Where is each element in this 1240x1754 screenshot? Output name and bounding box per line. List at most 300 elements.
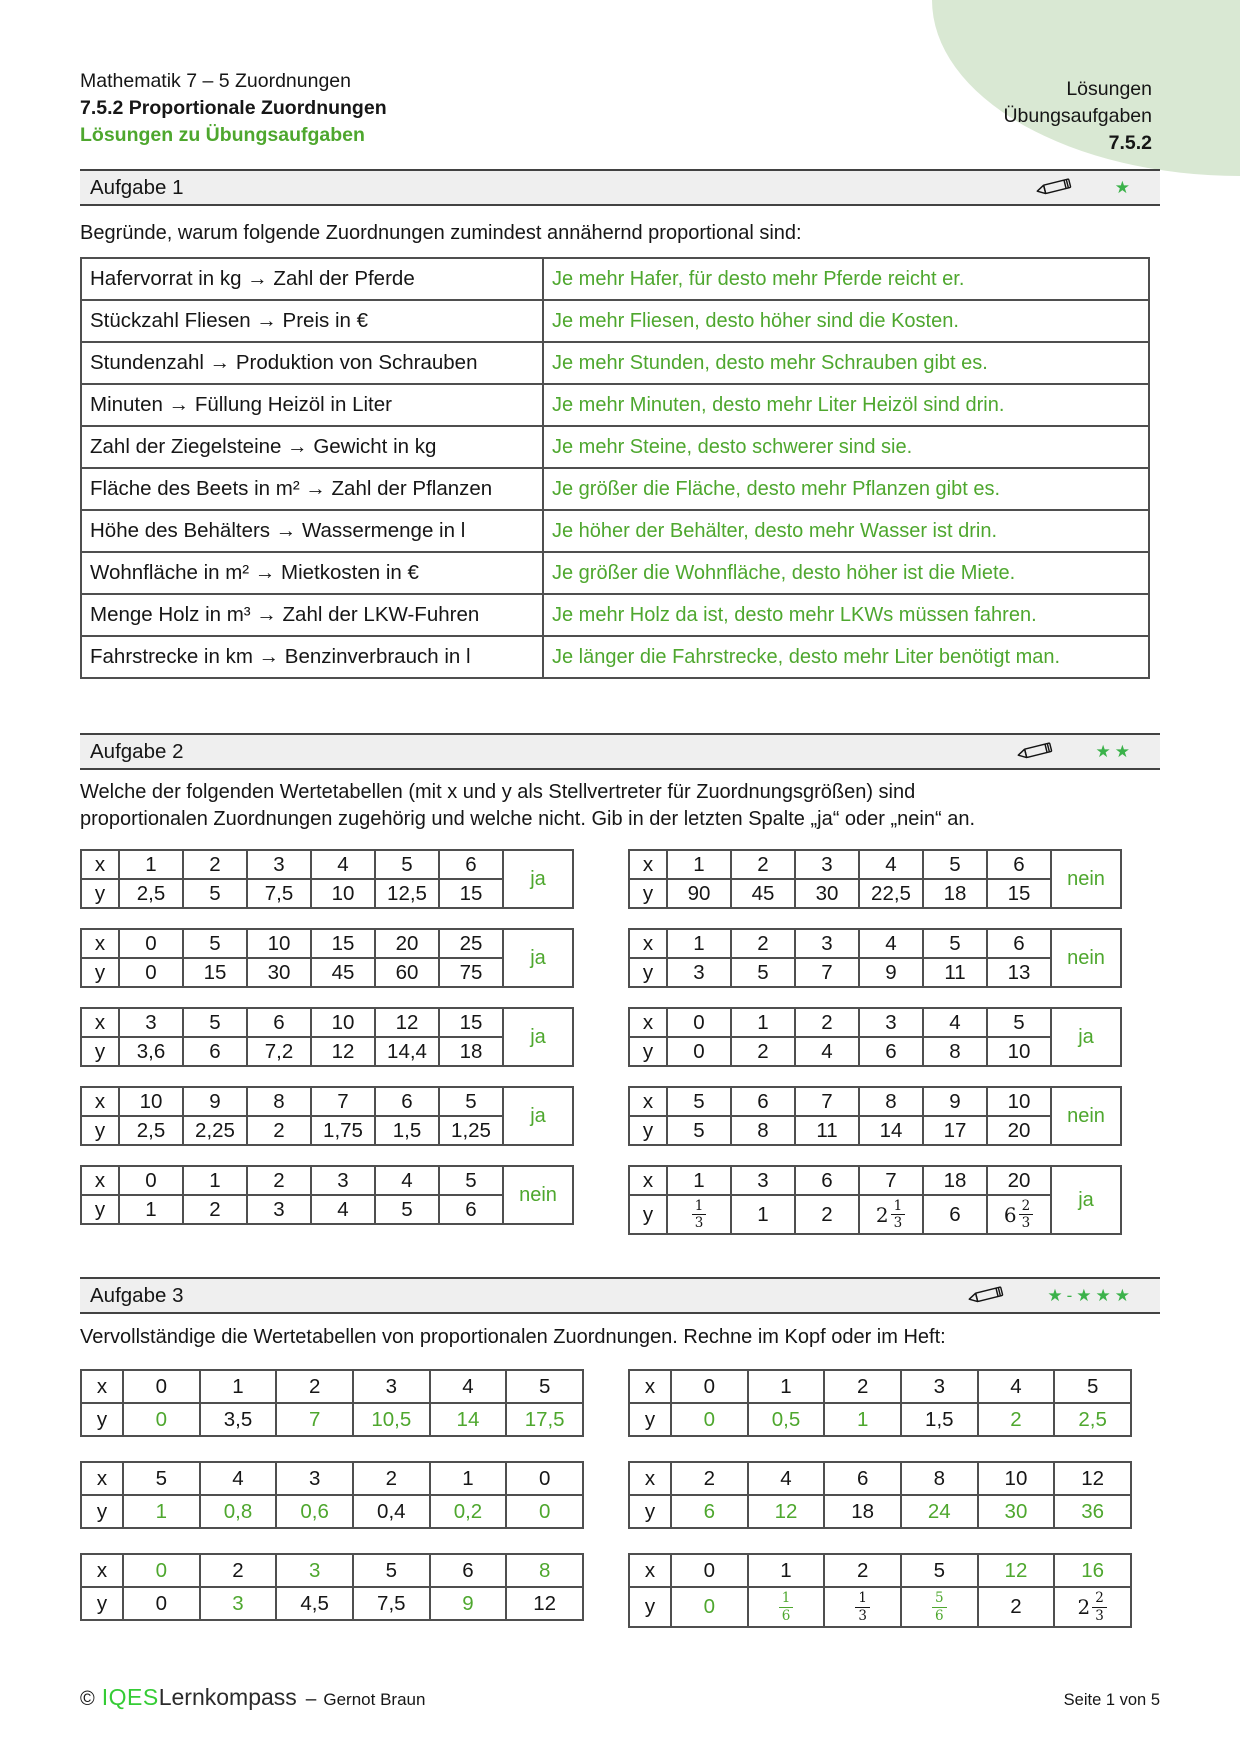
value-cell: 10: [987, 1087, 1051, 1116]
header-doc-type: Lösungen: [1066, 78, 1152, 100]
value-table-row: [81, 1116, 573, 1145]
task1-row: [81, 426, 1149, 468]
value-table-slot: [80, 1007, 585, 1067]
value-cell: 20: [987, 1116, 1051, 1145]
value-cell: 11: [923, 958, 987, 987]
value-cell: 5: [667, 1087, 731, 1116]
value-cell: 5: [353, 1554, 430, 1587]
value-table-slot: [628, 1369, 1133, 1437]
row-label: x: [629, 1166, 667, 1195]
value-cell: 14: [859, 1116, 923, 1145]
row-label: y: [629, 879, 667, 908]
value-cell: 4,5: [276, 1587, 353, 1620]
value-table: [628, 1461, 1132, 1529]
task1-row: [81, 468, 1149, 510]
value-cell: 5: [1054, 1370, 1131, 1403]
value-table-row: [81, 1008, 573, 1037]
value-table: [628, 1165, 1122, 1235]
value-cell: 6: [987, 929, 1051, 958]
row-label: y: [629, 1037, 667, 1066]
value-cell: 2: [824, 1554, 901, 1587]
justification-text: Je länger die Fahrstrecke, desto mehr Liter benötigt man.: [543, 636, 1149, 678]
value-cell: 0: [123, 1403, 200, 1436]
row-label: x: [629, 1554, 671, 1587]
value-cell: 5: [923, 929, 987, 958]
row-label: x: [81, 850, 119, 879]
fraction: $\frac{5}{6}$: [932, 1591, 947, 1622]
row-label: x: [629, 929, 667, 958]
value-cell: [901, 1587, 978, 1626]
value-table-row: [81, 958, 573, 987]
value-cell: 15: [439, 1008, 503, 1037]
value-cell: 2: [731, 850, 795, 879]
pencil-icon: [1016, 739, 1058, 764]
value-table: [628, 849, 1122, 909]
task2-header-bar: [80, 733, 1160, 770]
value-cell: 45: [311, 958, 375, 987]
value-cell: 10: [978, 1462, 1055, 1495]
value-cell: 8: [859, 1087, 923, 1116]
value-cell: 7,5: [353, 1587, 430, 1620]
row-label: y: [81, 1195, 119, 1224]
task1-intro: Begründe, warum folgende Zuordnungen zumindest annähernd proportional sind:: [80, 222, 802, 244]
value-cell: 3: [311, 1166, 375, 1195]
row-label: x: [81, 1087, 119, 1116]
value-cell: 10: [119, 1087, 183, 1116]
value-cell: 5: [901, 1554, 978, 1587]
value-cell: 6: [247, 1008, 311, 1037]
answer-cell: ja: [503, 1008, 573, 1066]
row-label: x: [81, 1554, 123, 1587]
value-cell: 5: [183, 929, 247, 958]
assignment-text: Stückzahl Fliesen → Preis in €: [81, 300, 543, 342]
value-table-row: [629, 850, 1121, 879]
publisher-logo: [80, 1684, 425, 1711]
value-cell: 6: [731, 1087, 795, 1116]
value-cell: 1: [200, 1370, 277, 1403]
value-cell: 12: [978, 1554, 1055, 1587]
task1-row: [81, 636, 1149, 678]
mixed-number-whole: 2: [875, 1202, 889, 1227]
value-table-row: [629, 1587, 1131, 1626]
value-cell: 7: [311, 1087, 375, 1116]
value-cell: 7,2: [247, 1037, 311, 1066]
task1-table-body: [81, 258, 1149, 678]
value-cell: 2: [183, 850, 247, 879]
value-table-slot: [628, 1007, 1133, 1067]
value-table-row: [81, 1554, 583, 1587]
value-cell: 1: [667, 850, 731, 879]
justification-text: Je größer die Wohnfläche, desto höher ist die Miete.: [543, 552, 1149, 594]
value-table-slot: [80, 928, 585, 988]
value-cell: 18: [824, 1495, 901, 1528]
value-table: [80, 1369, 584, 1437]
value-table-row: [629, 1008, 1121, 1037]
value-cell: 25: [439, 929, 503, 958]
assignment-text: Menge Holz in m³ → Zahl der LKW-Fuhren: [81, 594, 543, 636]
logo-iqes: IQES: [101, 1684, 159, 1710]
task2-section: [80, 733, 1160, 1235]
value-cell: 8: [506, 1554, 583, 1587]
assignment-text: Zahl der Ziegelsteine → Gewicht in kg: [81, 426, 543, 468]
value-cell: 5: [375, 1195, 439, 1224]
justification-text: Je höher der Behälter, desto mehr Wasser ist drin.: [543, 510, 1149, 552]
value-cell: 12: [748, 1495, 825, 1528]
value-cell: 8: [731, 1116, 795, 1145]
value-cell: 15: [439, 879, 503, 908]
logo-lernkompass: Lernkompass: [158, 1684, 297, 1710]
mixed-number-whole: 2: [1077, 1595, 1091, 1620]
value-cell: 8: [247, 1087, 311, 1116]
value-table-slot: [80, 1165, 585, 1225]
value-cell: 1: [119, 850, 183, 879]
value-cell: 0: [667, 1037, 731, 1066]
assignment-text: Minuten → Füllung Heizöl in Liter: [81, 384, 543, 426]
value-cell: 22,5: [859, 879, 923, 908]
header-chapter: 7.5.2 Proportionale Zuordnungen: [80, 97, 387, 119]
assignment-text: Höhe des Behälters → Wassermenge in l: [81, 510, 543, 552]
value-cell: 10,5: [353, 1403, 430, 1436]
value-cell: 1: [667, 1166, 731, 1195]
value-cell: 5: [439, 1166, 503, 1195]
page-header: [80, 68, 1160, 154]
task1-section: [80, 169, 1160, 679]
value-cell: 7: [276, 1403, 353, 1436]
task2-intro-line2: proportionalen Zuordnungen zugehörig und welche nicht. Gib in der letzten Spalte „ja“ oder „nein“ an.: [80, 808, 975, 830]
value-cell: 20: [987, 1166, 1051, 1195]
value-cell: 1,75: [311, 1116, 375, 1145]
value-table-row: [81, 929, 573, 958]
task3-header-bar: [80, 1277, 1160, 1314]
value-table-row: [629, 1554, 1131, 1587]
value-cell: 1: [731, 1008, 795, 1037]
value-cell: 5: [183, 1008, 247, 1037]
value-cell: 9: [183, 1087, 247, 1116]
value-table-slot: [628, 849, 1133, 909]
task3-title: Aufgabe 3: [90, 1283, 184, 1307]
task2-intro-line1: Welche der folgenden Wertetabellen (mit x und y als Stellvertreter für Zuordnungsgrößen) sind: [80, 781, 916, 803]
value-table-row: [81, 1403, 583, 1436]
value-cell: 5: [123, 1462, 200, 1495]
value-cell: 14,4: [375, 1037, 439, 1066]
value-table-row: [81, 1370, 583, 1403]
value-cell: 3: [795, 929, 859, 958]
row-label: x: [629, 1087, 667, 1116]
value-cell: 2,25: [183, 1116, 247, 1145]
value-cell: 18: [923, 879, 987, 908]
value-table-row: [629, 1116, 1121, 1145]
value-cell: 2: [183, 1195, 247, 1224]
value-cell: 30: [795, 879, 859, 908]
value-cell: 2: [978, 1403, 1055, 1436]
value-cell: 2: [247, 1166, 311, 1195]
row-label: y: [81, 1587, 123, 1620]
value-cell: 12: [311, 1037, 375, 1066]
value-cell: 5: [375, 850, 439, 879]
task1-row: [81, 258, 1149, 300]
task1-title: Aufgabe 1: [90, 175, 184, 199]
row-label: y: [629, 1587, 671, 1626]
task1-row: [81, 510, 1149, 552]
value-table-row: [629, 1495, 1131, 1528]
value-cell: 14: [430, 1403, 507, 1436]
value-table-row: [629, 1462, 1131, 1495]
value-cell: 0: [119, 958, 183, 987]
value-cell: [667, 1195, 731, 1234]
value-cell: 5: [987, 1008, 1051, 1037]
difficulty-stars: ★★: [1095, 741, 1134, 761]
value-cell: 2: [824, 1370, 901, 1403]
header-doc-kind: Übungsaufgaben: [1003, 105, 1152, 127]
value-cell: 0: [123, 1370, 200, 1403]
page-number: Seite 1 von 5: [1063, 1691, 1160, 1709]
value-cell: 5: [667, 1116, 731, 1145]
difficulty-stars: ★: [1114, 177, 1134, 197]
value-cell: 0: [119, 929, 183, 958]
pencil-icon: [967, 1283, 1009, 1308]
value-cell: 1: [430, 1462, 507, 1495]
value-cell: 6: [430, 1554, 507, 1587]
pencil-icon: [1035, 175, 1077, 200]
value-cell: 60: [375, 958, 439, 987]
value-table-slot: [80, 1553, 585, 1621]
value-cell: 6: [824, 1462, 901, 1495]
value-cell: 3: [276, 1462, 353, 1495]
value-cell: 36: [1054, 1495, 1131, 1528]
value-cell: 4: [748, 1462, 825, 1495]
value-cell: [859, 1195, 923, 1234]
value-table: [80, 1553, 584, 1621]
value-table: [628, 1086, 1122, 1146]
header-section-number: 7.5.2: [1108, 132, 1152, 154]
value-cell: 5: [923, 850, 987, 879]
value-cell: 7,5: [247, 879, 311, 908]
value-table-row: [81, 1462, 583, 1495]
value-cell: 3: [276, 1554, 353, 1587]
mixed-number-whole: 6: [1003, 1202, 1017, 1227]
row-label: x: [629, 1008, 667, 1037]
value-cell: 17,5: [506, 1403, 583, 1436]
value-cell: 15: [311, 929, 375, 958]
value-cell: 17: [923, 1116, 987, 1145]
row-label: y: [81, 1116, 119, 1145]
value-cell: 6: [375, 1087, 439, 1116]
value-cell: 0,2: [430, 1495, 507, 1528]
task1-header-bar: [80, 169, 1160, 206]
value-cell: 3: [859, 1008, 923, 1037]
assignment-text: Stundenzahl → Produktion von Schrauben: [81, 342, 543, 384]
value-table: [80, 1461, 584, 1529]
row-label: y: [629, 1116, 667, 1145]
value-cell: 3,5: [200, 1403, 277, 1436]
value-cell: 6: [987, 850, 1051, 879]
row-label: x: [629, 850, 667, 879]
fraction: $\frac{1}{3}$: [891, 1199, 906, 1230]
value-table-row: [629, 1087, 1121, 1116]
value-cell: 13: [987, 958, 1051, 987]
value-cell: 2: [353, 1462, 430, 1495]
value-table-slot: [628, 1461, 1133, 1529]
value-cell: 2: [795, 1008, 859, 1037]
value-table: [628, 1369, 1132, 1437]
value-cell: 4: [311, 1195, 375, 1224]
value-cell: 8: [901, 1462, 978, 1495]
value-cell: 10: [311, 1008, 375, 1037]
row-label: x: [81, 1462, 123, 1495]
value-table-row: [629, 1037, 1121, 1066]
value-cell: 2: [247, 1116, 311, 1145]
row-label: x: [81, 1166, 119, 1195]
value-table-row: [629, 1166, 1121, 1195]
value-cell: 3: [795, 850, 859, 879]
value-cell: 6: [439, 1195, 503, 1224]
value-cell: 1,5: [901, 1403, 978, 1436]
row-label: x: [81, 1370, 123, 1403]
value-cell: 45: [731, 879, 795, 908]
value-cell: 10: [987, 1037, 1051, 1066]
fraction: $\frac{1}{6}$: [779, 1591, 794, 1622]
task1-row: [81, 594, 1149, 636]
value-cell: 4: [978, 1370, 1055, 1403]
row-label: y: [629, 958, 667, 987]
value-cell: 8: [923, 1037, 987, 1066]
value-cell: 12: [375, 1008, 439, 1037]
value-table-slot: [80, 849, 585, 909]
answer-cell: ja: [503, 929, 573, 987]
justification-text: Je mehr Fliesen, desto höher sind die Kosten.: [543, 300, 1149, 342]
answer-cell: nein: [1051, 1087, 1121, 1145]
value-cell: 0: [123, 1587, 200, 1620]
row-label: x: [81, 929, 119, 958]
value-cell: 0: [671, 1370, 748, 1403]
value-table: [628, 1007, 1122, 1067]
value-cell: 4: [859, 850, 923, 879]
value-cell: 24: [901, 1495, 978, 1528]
value-cell: 18: [439, 1037, 503, 1066]
answer-cell: ja: [1051, 1008, 1121, 1066]
value-table-row: [629, 1403, 1131, 1436]
row-label: x: [81, 1008, 119, 1037]
fraction: $\frac{2}{3}$: [1019, 1199, 1034, 1230]
value-cell: 75: [439, 958, 503, 987]
header-left: [80, 68, 1160, 149]
value-cell: 7: [795, 958, 859, 987]
value-cell: 0,6: [276, 1495, 353, 1528]
fraction: $\frac{1}{3}$: [855, 1591, 870, 1622]
value-table-row: [81, 850, 573, 879]
value-table-slot: [80, 1086, 585, 1146]
value-cell: 2: [731, 1037, 795, 1066]
value-cell: 5: [183, 879, 247, 908]
header-course: Mathematik 7 – 5 Zuordnungen: [80, 70, 352, 92]
value-cell: 1: [123, 1495, 200, 1528]
value-cell: 9: [430, 1587, 507, 1620]
value-cell: 10: [247, 929, 311, 958]
value-cell: 6: [859, 1037, 923, 1066]
value-table-row: [81, 879, 573, 908]
value-cell: 4: [430, 1370, 507, 1403]
value-table-slot: [628, 1086, 1133, 1146]
answer-cell: ja: [503, 850, 573, 908]
value-cell: 11: [795, 1116, 859, 1145]
value-cell: 1: [748, 1554, 825, 1587]
task2-title: Aufgabe 2: [90, 739, 184, 763]
value-cell: 1: [667, 929, 731, 958]
value-cell: 2: [276, 1370, 353, 1403]
header-subtitle: Lösungen zu Übungsaufgaben: [80, 124, 365, 146]
value-cell: 10: [311, 879, 375, 908]
value-cell: 3,6: [119, 1037, 183, 1066]
value-cell: 5: [506, 1370, 583, 1403]
value-cell: 1: [824, 1403, 901, 1436]
value-cell: 30: [978, 1495, 1055, 1528]
row-label: x: [629, 1370, 671, 1403]
value-cell: 16: [1054, 1554, 1131, 1587]
justification-text: Je mehr Stunden, desto mehr Schrauben gibt es.: [543, 342, 1149, 384]
value-cell: 2: [671, 1462, 748, 1495]
row-label: y: [81, 1037, 119, 1066]
justification-text: Je mehr Hafer, für desto mehr Pferde reicht er.: [543, 258, 1149, 300]
value-cell: 2: [200, 1554, 277, 1587]
value-cell: 1: [119, 1195, 183, 1224]
value-cell: 4: [200, 1462, 277, 1495]
header-right: [1003, 76, 1152, 157]
value-cell: 6: [923, 1195, 987, 1234]
assignment-text: Hafervorrat in kg → Zahl der Pferde: [81, 258, 543, 300]
value-cell: 3: [200, 1587, 277, 1620]
value-cell: 0,5: [748, 1403, 825, 1436]
value-cell: 4: [795, 1037, 859, 1066]
value-cell: 2: [978, 1587, 1055, 1626]
value-cell: 1: [183, 1166, 247, 1195]
value-table-row: [629, 929, 1121, 958]
value-cell: 1: [748, 1370, 825, 1403]
value-cell: 0: [506, 1495, 583, 1528]
value-cell: 1,25: [439, 1116, 503, 1145]
value-cell: 3: [731, 1166, 795, 1195]
value-cell: [987, 1195, 1051, 1234]
row-label: x: [629, 1462, 671, 1495]
value-cell: 0: [671, 1403, 748, 1436]
value-cell: 3: [247, 1195, 311, 1224]
value-table-row: [81, 1587, 583, 1620]
value-table-row: [81, 1195, 573, 1224]
value-table: [80, 928, 574, 988]
value-cell: 15: [183, 958, 247, 987]
task1-row: [81, 552, 1149, 594]
value-table: [628, 928, 1122, 988]
row-label: y: [81, 1495, 123, 1528]
fraction: $\frac{2}{3}$: [1092, 1591, 1107, 1622]
value-cell: 4: [311, 850, 375, 879]
row-label: y: [629, 1495, 671, 1528]
value-cell: 15: [987, 879, 1051, 908]
value-cell: 7: [795, 1087, 859, 1116]
value-cell: 12: [506, 1587, 583, 1620]
value-table-row: [81, 1037, 573, 1066]
row-label: y: [629, 1195, 667, 1234]
value-cell: 0: [506, 1462, 583, 1495]
value-cell: 6: [183, 1037, 247, 1066]
value-table-row: [81, 1495, 583, 1528]
value-cell: 5: [731, 958, 795, 987]
value-cell: [748, 1587, 825, 1626]
task1-row: [81, 300, 1149, 342]
fraction: $\frac{1}{3}$: [692, 1199, 707, 1230]
value-cell: 3: [353, 1370, 430, 1403]
value-cell: 6: [671, 1495, 748, 1528]
value-table-row: [629, 1195, 1121, 1234]
